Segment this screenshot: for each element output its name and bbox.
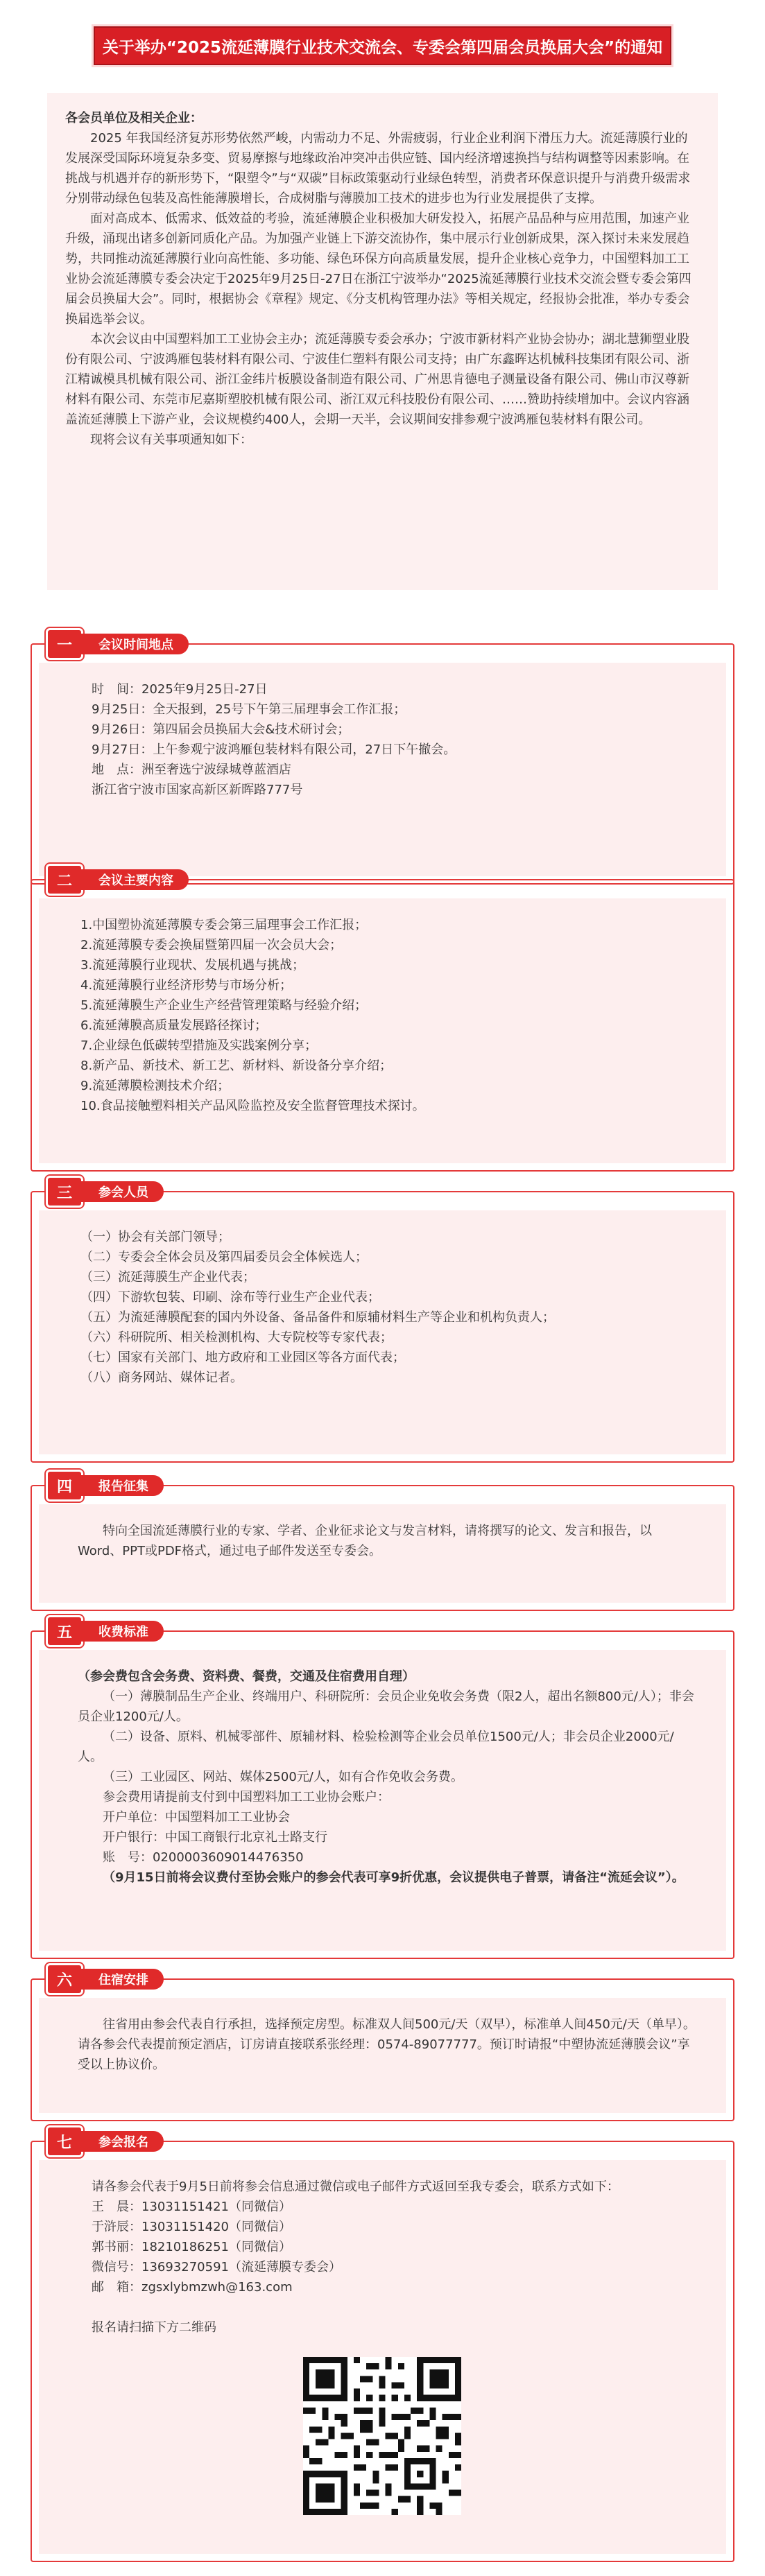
section-line: 请各参会代表于9月5日前将参会信息通过微信或电子邮件方式返回至我专委会，联系方式如下： — [92, 2179, 619, 2194]
intro-box — [47, 93, 718, 590]
section-attendees — [31, 1176, 734, 1463]
section-header — [46, 1615, 164, 1647]
section-body — [39, 1998, 726, 2113]
section-line: 1.中国塑协流延薄膜专委会第三届理事会工作汇报； — [80, 918, 368, 932]
section-line: 特向全国流延薄膜行业的专家、学者、企业征求论文与发言材料，请将撰写的论文、发言和报告，以Word、PPT或PDF格式，通过电子邮件发送至专委会。 — [78, 1524, 652, 1558]
section-number-badge: 二 — [46, 864, 83, 896]
discount-note: （9月15日前将会议费付至协会账户的参会代表可享9折优惠，会议提供电子普票，请备注“流延会议”）。 — [103, 1870, 685, 1885]
section-line: （二）设备、原料、机械零部件、原辅材料、检验检测等企业会员单位1500元/人；非会员企业2000元/人。 — [78, 1730, 674, 1764]
section-title: 住宿安排 — [80, 1969, 164, 1990]
intro-paragraph: 现将会议有关事项通知如下： — [90, 433, 252, 447]
contact-line: 王 晨：13031151421（同微信） — [92, 2200, 291, 2214]
section-line: 9月27日：上午参观宁波鸿雁包装材料有限公司，27日下午撤会。 — [92, 742, 456, 757]
section-header — [46, 1176, 164, 1208]
section-body — [39, 663, 726, 876]
section-line: （四）下游软包装、印刷、涂布等行业生产企业代表； — [80, 1290, 380, 1305]
section-line: 9月26日：第四届会员换届大会&技术研讨会； — [92, 722, 350, 737]
section-line: （三）工业园区、网站、媒体2500元/人，如有合作免收会务费。 — [103, 1770, 463, 1784]
section-fees — [31, 1615, 734, 1959]
section-header — [46, 628, 189, 660]
section-title: 收费标准 — [80, 1621, 164, 1642]
section-number-badge: 五 — [46, 1615, 83, 1647]
section-header — [46, 864, 189, 896]
section-number-badge: 七 — [46, 2125, 83, 2157]
section-time-place — [31, 628, 734, 885]
section-title: 会议主要内容 — [80, 869, 189, 890]
contact-line: 微信号：13693270591（流延薄膜专委会） — [92, 2260, 341, 2274]
section-line: 10.食品接触塑料相关产品风险监控及安全监督管理技术探讨。 — [80, 1099, 425, 1113]
section-number-badge: 六 — [46, 1963, 83, 1995]
section-main-content — [31, 864, 734, 1172]
section-body — [39, 1210, 726, 1454]
section-report-call — [31, 1470, 734, 1611]
section-body — [39, 898, 726, 1163]
section-title: 参会人员 — [80, 1181, 164, 1202]
section-header — [46, 1470, 164, 1502]
section-line: 参会费用请提前支付到中国塑料加工工业协会账户： — [103, 1790, 390, 1804]
section-number-badge: 三 — [46, 1176, 83, 1208]
section-line: 地 点：洲至奢选宁波绿城尊蓝酒店 — [92, 763, 291, 777]
section-line: 往省用由参会代表自行承担，选择预定房型。标准双人间500元/天（双早），标准单人间450元/天（单早）。请各参会代表提前预定酒店，订房请直接联系张经理：0574-89077777。预订时请报“中塑协流延薄膜会议”享受以上协议价。 — [78, 2017, 696, 2072]
section-line: （三）流延薄膜生产企业代表； — [80, 1270, 255, 1285]
section-line: 3.流延薄膜行业现状、发展机遇与挑战； — [80, 958, 305, 973]
section-line: 9月25日：全天报到，25号下午第三届理事会工作汇报； — [92, 702, 406, 717]
section-line: （一）协会有关部门领导； — [80, 1230, 230, 1244]
section-number-badge: 四 — [46, 1470, 83, 1502]
section-line: （六）科研院所、相关检测机构、大专院校等专家代表； — [80, 1330, 393, 1345]
section-number-badge: 一 — [46, 628, 83, 660]
section-line: 7.企业绿色低碳转型措施及实践案例分享； — [80, 1038, 318, 1053]
section-line: 浙江省宁波市国家高新区新晖路777号 — [92, 783, 303, 797]
section-lodging — [31, 1963, 734, 2121]
section-line: 9.流延薄膜检测技术介绍； — [80, 1079, 230, 1093]
section-line: （八）商务网站、媒体记者。 — [80, 1370, 243, 1385]
contact-line: 郭书丽：18210186251（同微信） — [92, 2240, 291, 2254]
section-header — [46, 1963, 164, 1995]
section-body — [39, 1504, 726, 1603]
section-line: 开户银行：中国工商银行北京礼士路支行 — [103, 1830, 327, 1845]
section-title: 会议时间地点 — [80, 634, 189, 654]
section-line: （七）国家有关部门、地方政府和工业园区等各方面代表； — [80, 1350, 405, 1365]
email-line[interactable]: 邮 箱：zgsxlybmzwh@163.com — [92, 2280, 293, 2295]
section-line: （二）专委会全体会员及第四届委员会全体候选人； — [80, 1250, 368, 1264]
page-title: 关于举办“2025流延薄膜行业技术交流会、专委会第四届会员换届大会”的通知 — [94, 26, 671, 65]
section-line: 开户单位：中国塑料加工工业协会 — [103, 1810, 290, 1825]
section-title: 参会报名 — [80, 2131, 164, 2152]
section-line: 4.流延薄膜行业经济形势与市场分析； — [80, 978, 293, 993]
greeting: 各会员单位及相关企业： — [65, 111, 203, 125]
section-line: 2.流延薄膜专委会换届暨第四届一次会员大会； — [80, 938, 343, 952]
intro-paragraph: 2025 年我国经济复苏形势依然严峻，内需动力不足、外需疲弱，行业企业利润下滑压力大。流延薄膜行业的发展深受国际环境复杂多变、贸易摩擦与地缘政治冲突冲击供应链、国内经济增速换挡与结构调整等因素影响。在挑战与机遇并存的新形势下，“限塑令”与“双碳”目标政策驱动行业绿色转型，消费者环保意识提升与消费升级需求分别带动绿色包装及高性能薄膜增长，合成树脂与薄膜加工技术的进步也为行业发展提供了支撑。 — [65, 131, 691, 206]
section-title: 报告征集 — [80, 1475, 164, 1496]
section-line: （一）薄膜制品生产企业、终端用户、科研院所：会员企业免收会务费（限2人，超出名额800元/人）；非会员企业1200元/人。 — [78, 1689, 694, 1724]
intro-paragraph: 面对高成本、低需求、低效益的考验，流延薄膜企业积极加大研发投入，拓展产品品种与应用范围，加速产业升级，涌现出诸多创新同质化产品。为加强产业链上下游交流协作，集中展示行业创新成果，深入探讨未来发展趋势，共同推动流延薄膜行业向高性能、多功能、绿色环保方向高质量发展，提升企业核心竞争力，中国塑料加工工业协会流延薄膜专委会决定于2025年9月25日-27日在浙江宁波举办“2025流延薄膜行业技术交流会暨专委会第四届会员换届大会”。同时，根据协会《章程》规定、《分支机构管理办法》等相关规定，经报协会批准，举办专委会换届选举会议。 — [65, 211, 691, 327]
fees-note: （参会费包含会务费、资料费、餐费，交通及住宿费用自理） — [78, 1669, 415, 1684]
section-line: 6.流延薄膜高质量发展路径探讨； — [80, 1018, 268, 1033]
scan-prompt: 报名请扫描下方二维码 — [92, 2320, 216, 2335]
account-number: 账 号：0200003609014476350 — [103, 1850, 304, 1865]
section-line: （五）为流延薄膜配套的国内外设备、备品备件和原辅材料生产等企业和机构负责人； — [80, 1310, 555, 1325]
section-body — [39, 1650, 726, 1951]
contact-line: 于浒辰：13031151420（同微信） — [92, 2220, 291, 2234]
qr-code-icon[interactable] — [303, 2357, 461, 2515]
section-line: 8.新产品、新技术、新工艺、新材料、新设备分享介绍； — [80, 1059, 393, 1073]
section-line: 时 间：2025年9月25日-27日 — [92, 682, 268, 697]
intro-paragraph: 本次会议由中国塑料加工工业协会主办；流延薄膜专委会承办；宁波市新材料产业协会协办；湖北慧狮塑业股份有限公司、宁波鸿雁包装材料有限公司、宁波佳仁塑料有限公司支持；由广东鑫晖达机械科技集团有限公司、浙江精诚模具机械有限公司、浙江金纬片板膜设备制造有限公司、广州思肯德电子测量设备有限公司、佛山市汉尊新材料有限公司、东莞市尼嘉斯塑胶机械有限公司、浙江双元科技股份有限公司、……赞助持续增加中。会议内容涵盖流延薄膜上下游产业，会议规模约400人，会期一天半，会议期间安排参观宁波鸿雁包装材料有限公司。 — [65, 332, 689, 427]
section-header — [46, 2125, 164, 2157]
section-line: 5.流延薄膜生产企业生产经营管理策略与经验介绍； — [80, 998, 368, 1013]
spacer-line — [92, 2297, 696, 2317]
